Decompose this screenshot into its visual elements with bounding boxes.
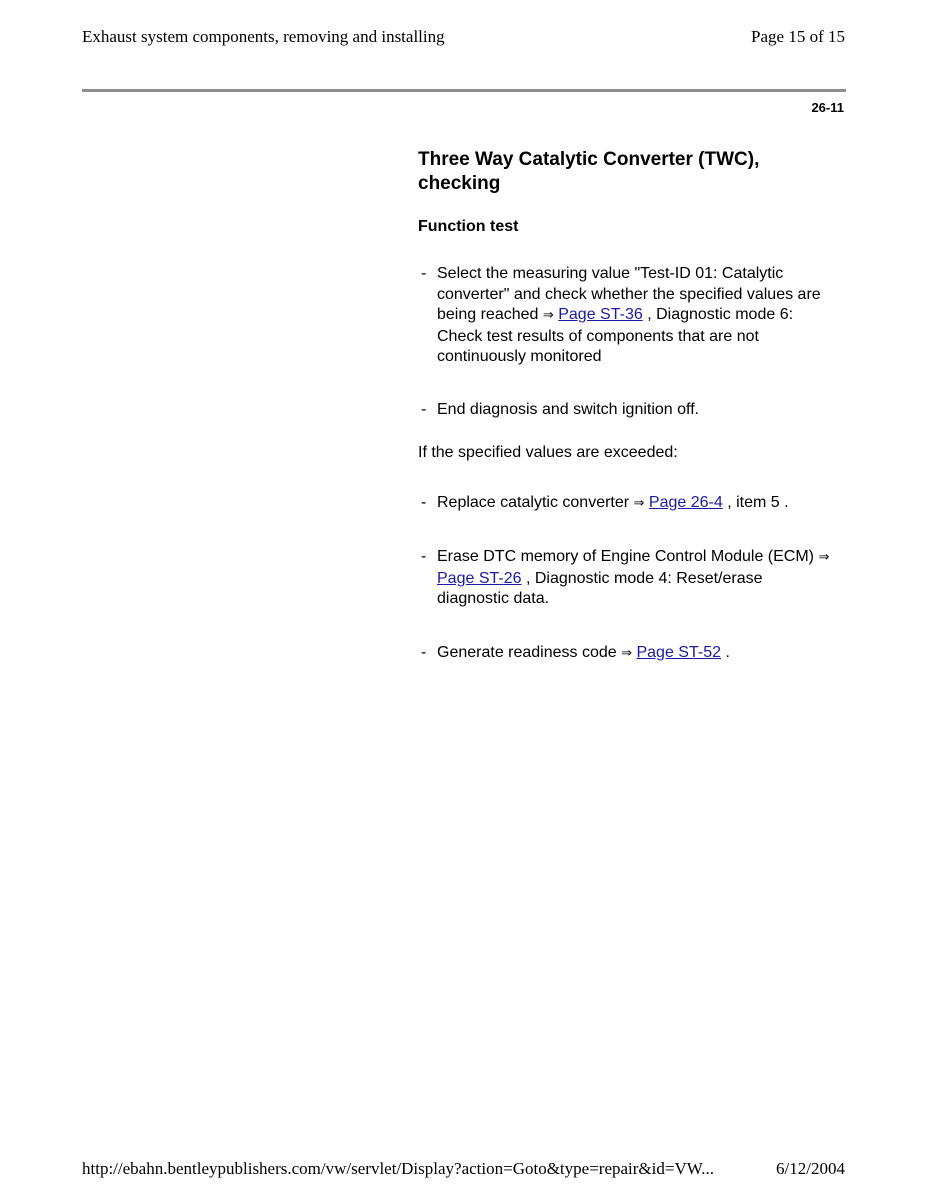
step-replace-catalytic-converter xyxy=(418,493,830,515)
arrow-right-icon: ⇒ xyxy=(621,645,633,661)
step-text-after: . xyxy=(725,643,730,661)
footer-url: http://ebahn.bentleypublishers.com/vw/servlet/Display?action=Goto&type=repair&id=VW... xyxy=(82,1159,714,1178)
footer-date: 6/12/2004 xyxy=(776,1159,845,1178)
document-page-counter: Page 15 of 15 xyxy=(751,27,845,46)
manual-page-number: 26-11 xyxy=(811,100,844,115)
step-text: Replace catalytic converter xyxy=(437,493,630,511)
header-divider xyxy=(82,89,846,92)
condition-paragraph: If the specified values are exceeded: xyxy=(418,444,678,461)
list-dash: - xyxy=(421,493,427,511)
list-dash: - xyxy=(421,400,427,418)
step-text: Erase DTC memory of Engine Control Module (ECM) xyxy=(437,548,815,565)
main-content xyxy=(418,148,830,664)
step-generate-readiness-code xyxy=(418,643,830,665)
step-text: Generate readiness code xyxy=(437,643,617,661)
link-page-st-36[interactable]: Page ST-36 xyxy=(558,306,643,323)
step-end-diagnosis xyxy=(418,400,830,421)
step-text: Select the measuring value "Test-ID 01: Catalytic converter" and check whether the specified values are being reached xyxy=(437,265,821,323)
list-dash: - xyxy=(421,548,427,565)
step-select-measuring-value xyxy=(418,264,830,368)
link-page-st-52[interactable]: Page ST-52 xyxy=(636,643,721,661)
link-page-26-4[interactable]: Page 26-4 xyxy=(648,493,723,511)
arrow-right-icon: ⇒ xyxy=(542,308,554,323)
arrow-right-icon: ⇒ xyxy=(818,550,830,565)
arrow-right-icon: ⇒ xyxy=(633,495,645,511)
step-text-after: , Diagnostic mode 4: Reset/erase diagnostic data. xyxy=(437,569,763,607)
step-text-after: , item 5 . xyxy=(727,493,789,511)
link-page-st-26[interactable]: Page ST-26 xyxy=(437,569,522,587)
step-text: End diagnosis and switch ignition off. xyxy=(437,400,700,418)
section-title: Three Way Catalytic Converter (TWC), checking xyxy=(418,149,760,194)
document-header-title: Exhaust system components, removing and installing xyxy=(82,27,445,46)
section-subtitle: Function test xyxy=(418,218,519,235)
step-text-after: , Diagnostic mode 6: Check test results of components that are not continuously monitored xyxy=(437,306,794,365)
list-dash: - xyxy=(421,643,427,661)
list-dash: - xyxy=(421,265,427,282)
step-erase-dtc-memory xyxy=(418,547,830,610)
